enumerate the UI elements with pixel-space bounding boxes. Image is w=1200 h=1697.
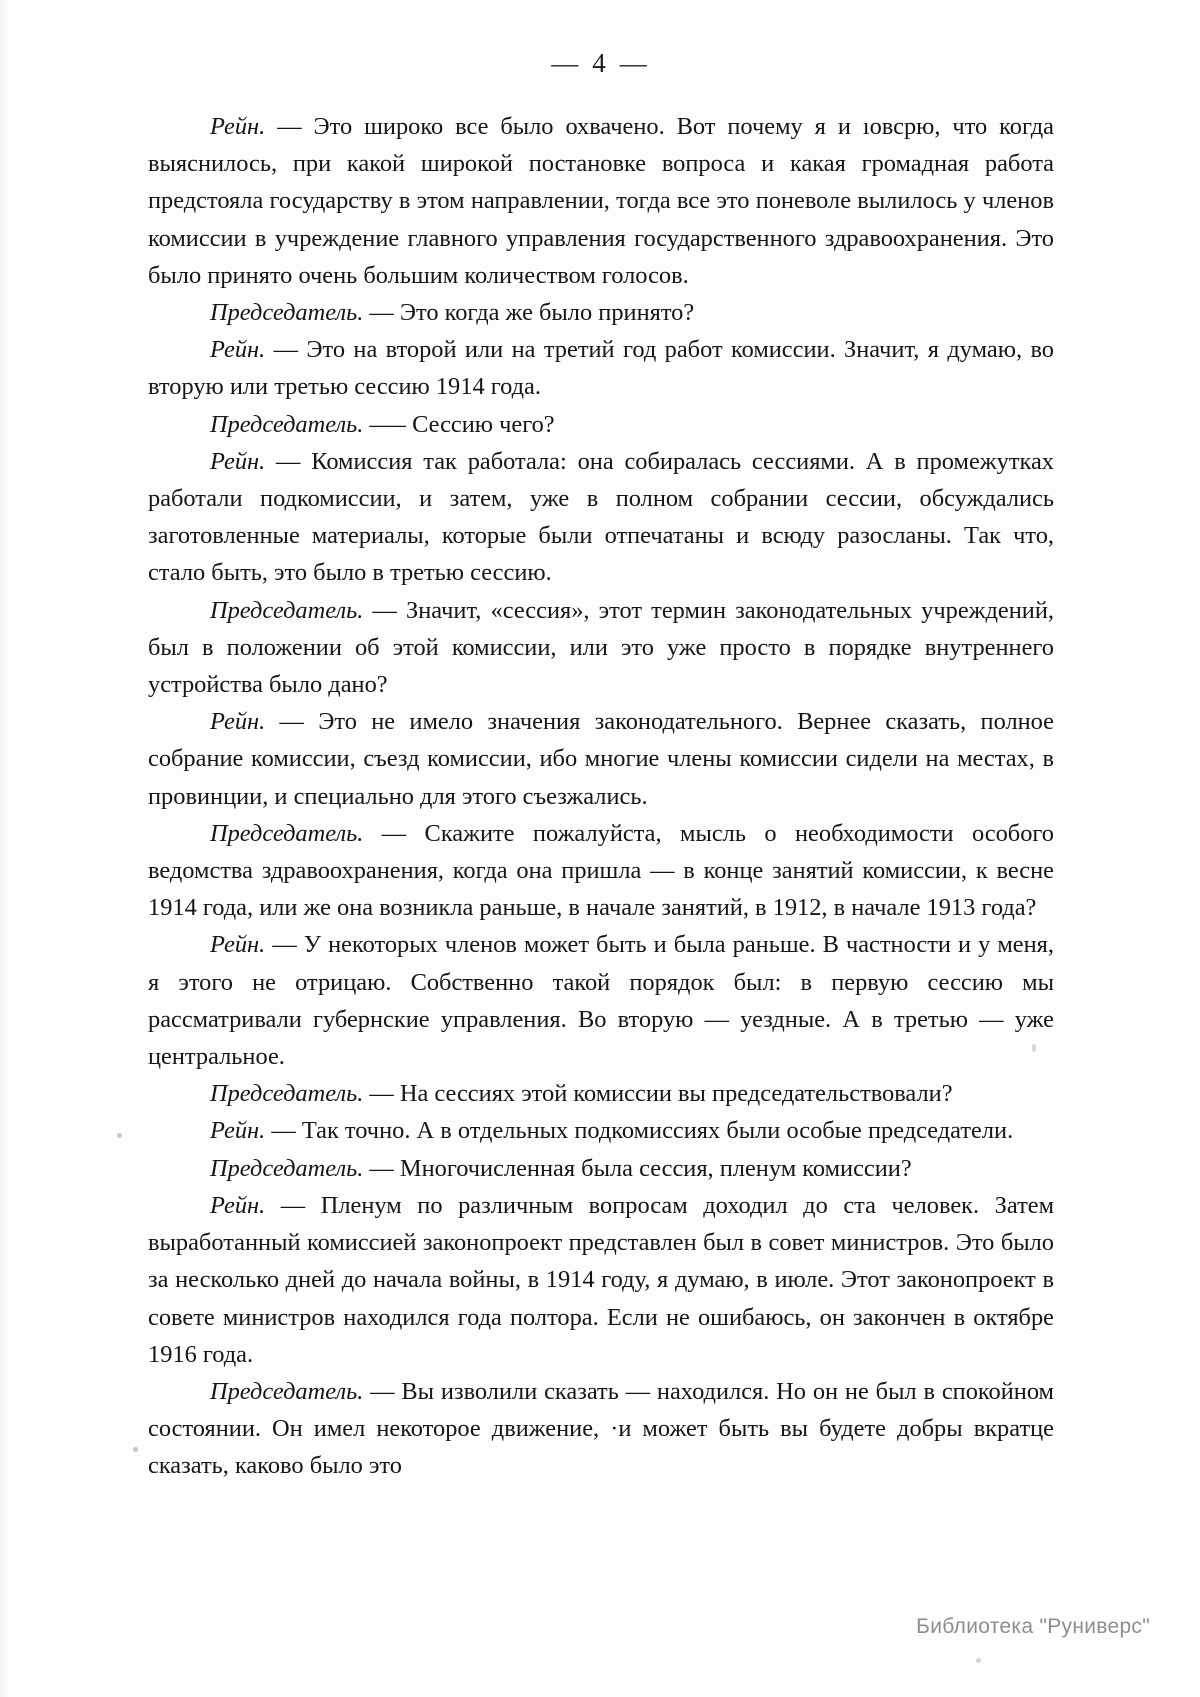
speaker-dash: — (265, 336, 307, 364)
speaker-dash: —– (363, 410, 413, 438)
speaker-name: Рейн. (210, 336, 266, 364)
transcript-paragraph (148, 1373, 1054, 1485)
speaker-dash: — (265, 708, 319, 736)
speaker-dash: — (363, 1080, 400, 1108)
scan-speck (1032, 1044, 1036, 1052)
paragraph-text: Это не имело значения законодательного. Вернее сказать, полное собрание комиссии, съезд комиссии, ибо многие члены комиссии сидели на местах, в провинции, и специально для этого съезжались. (148, 708, 1054, 810)
paragraph-text: Комиссия так работала: она собиралась сессиями. А в промежутках работали подкомиссии, и затем, уже в полном собрании сессии, обсуждались заготовленные материалы, которые были отпечатаны и всюду разосланы. Так что, стало быть, это было в третью сессию. (148, 447, 1054, 587)
scan-speck (976, 1658, 981, 1663)
speaker-name: Председатель. (210, 299, 364, 327)
page-number-prefix-dash: — (551, 48, 581, 78)
document-body (148, 108, 1054, 1485)
transcript-paragraph (148, 1075, 1054, 1112)
speaker-dash: — (265, 113, 314, 140)
speaker-dash: — (363, 819, 425, 847)
transcript-paragraph (148, 406, 1054, 443)
speaker-name: Председатель. (210, 410, 364, 438)
speaker-name: Председатель. (210, 1154, 364, 1182)
speaker-name: Рейн. (210, 447, 266, 475)
speaker-dash: — (265, 931, 304, 959)
speaker-dash: — (363, 1154, 400, 1182)
transcript-paragraph (148, 592, 1054, 704)
paragraph-text: У некоторых членов может быть и была раньше. В частности и у меня, я этого не отрицаю. Собственно такой порядок был: в первую сессию мы рассматривали губернские управления. Во вторую — уездные. А в третью — уже центральное. (148, 931, 1054, 1071)
scan-speck (133, 1447, 138, 1452)
transcript-paragraph (148, 1187, 1054, 1373)
speaker-name: Рейн. (210, 1117, 266, 1145)
paragraph-text: Это широко все было охвачено. Вот почему я и ıовсрю, что когда выяснилось, при какой широкой постановке вопроса и какая громадная работа предстояла государству в этом направлении, тогда все это поневоле вылилось у членов комиссии в учреждение главного управления государственного здравоохранения. Это было принято очень большим количеством голосов. (148, 113, 1055, 289)
paragraph-text: Значит, «сессия», этот термин законодательных учреждений, был в положении об этой комиссии, или это уже просто в порядке внутреннего устройства было дано? (148, 596, 1054, 699)
transcript-paragraph (148, 926, 1054, 1075)
paragraph-text: Вы изволили сказать — находился. Но он не был в спокойном состоянии. Он имел некоторое движение, ·и может быть вы будете добры вкратце сказать, каково было это (148, 1377, 1054, 1480)
scan-speck (117, 1133, 122, 1138)
speaker-name: Председатель. (210, 596, 364, 624)
speaker-dash: — (265, 447, 312, 475)
page-number-suffix-dash: — (619, 48, 649, 78)
transcript-paragraph (148, 294, 1054, 331)
transcript-paragraph (148, 108, 1054, 294)
transcript-paragraph (148, 815, 1054, 927)
paragraph-text: На сессиях этой комиссии вы председательствовали? (399, 1080, 953, 1108)
paragraph-text: Скажите пожалуйста, мысль о необходимости особого ведомства здравоохранения, когда она пришла — в конце занятий комиссии, к весне 1914 года, или же она возникла раньше, в начале занятий, в 1912, в начале 1913 года? (148, 819, 1054, 922)
speaker-dash: — (363, 596, 407, 624)
speaker-name: Председатель. (210, 1377, 364, 1405)
speaker-name: Председатель. (210, 1080, 364, 1108)
paragraph-text: Так точно. А в отдельных подкомиссиях были особые председатели. (301, 1117, 1014, 1145)
paragraph-text: Пленум по различным вопросам доходил до ста человек. Затем выработанный комиссией законопроект представлен был в совет министров. Это было за несколько дней до начала войны, в 1914 году, я думаю, в июле. Этот законопроект в совете министров находился года полтора. Если не ошибаюсь, он закончен в октябре 1916 года. (148, 1191, 1054, 1368)
speaker-dash: — (363, 1377, 402, 1405)
page-number (0, 48, 1200, 79)
speaker-name: Рейн. (210, 1191, 266, 1219)
transcript-paragraph (148, 703, 1054, 815)
paragraph-text: Это когда же было принято? (399, 299, 695, 327)
speaker-dash: — (265, 1191, 321, 1219)
paragraph-text: Это на второй или на третий год работ комиссии. Значит, я думаю, во вторую или третью сессию 1914 года. (148, 336, 1054, 401)
paragraph-text: Сессию чего? (412, 410, 555, 438)
speaker-dash: — (265, 1117, 302, 1145)
transcript-paragraph (148, 1150, 1054, 1187)
transcript-paragraph (148, 443, 1054, 592)
speaker-name: Рейн. (210, 931, 266, 959)
page-edge-shadow (0, 0, 8, 1697)
speaker-name: Рейн. (210, 113, 266, 140)
speaker-name: Рейн. (210, 708, 266, 736)
transcript-paragraph (148, 1112, 1054, 1149)
transcript-paragraph (148, 331, 1054, 405)
speaker-dash: — (363, 299, 400, 327)
speaker-name: Председатель. (210, 819, 364, 847)
page-number-value: 4 (592, 48, 608, 78)
footer-credit: Библиотека "Руниверс" (916, 1615, 1150, 1638)
paragraph-text: Многочисленная была сессия, пленум комиссии? (399, 1154, 912, 1182)
